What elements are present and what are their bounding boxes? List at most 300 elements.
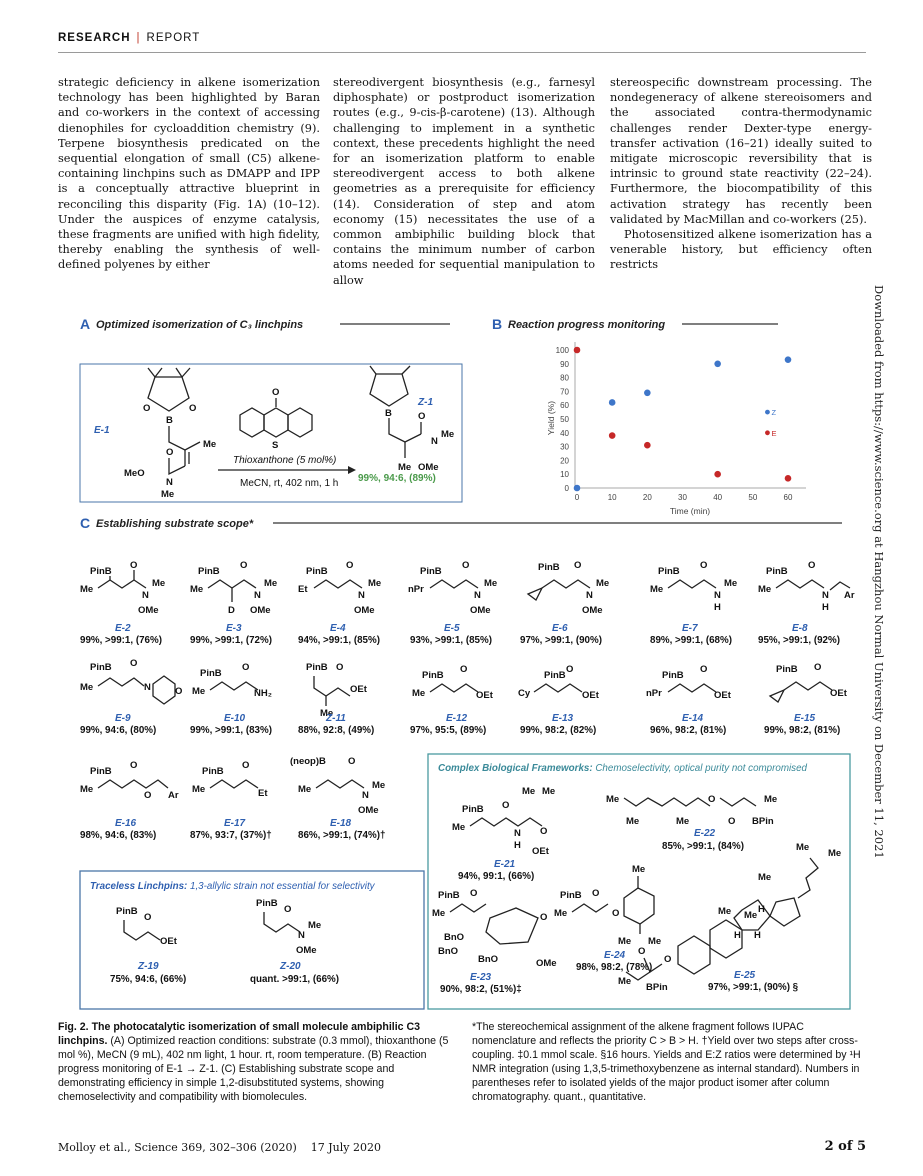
atom-label: N <box>166 477 173 488</box>
compound-e10 <box>192 662 272 699</box>
series-z-annotation: Z <box>771 408 777 418</box>
header-divider: | <box>136 32 141 44</box>
compound-data: 96%, 98:2, (81%) <box>650 725 727 736</box>
atom-label: O <box>240 560 248 571</box>
compound-data: 86%, >99:1, (74%)† <box>298 830 386 841</box>
caption-text-b: (B) Reaction progress monitoring of E-1 → Z-1. <box>58 1049 427 1075</box>
paragraph: stereodivergent biosynthesis (e.g., farnesyl diphosphate) or postproduct isomerization routes (e.g., 9-cis-β-carotene) (13). Although challenging to implement in a synthetic context, these precedents highlight the need for an isomerization platform to enable stereodivergent access to both alkene geometries as a prerequisite for efficiency (14). Consideration of step and atom economy (15) necessitates the use of a common ambiphilic building block that contains the minimum number of carbon atoms needed for sequential manipulation to allow <box>333 76 595 287</box>
x-tick-label: 50 <box>748 493 758 502</box>
paragraph: Photosensitized alkene isomerization has a venerable history, but efficiency often restricts <box>610 228 872 272</box>
atom-label: O <box>540 912 548 923</box>
atom-label: PinB <box>462 804 484 815</box>
panel-c-title: Establishing substrate scope* <box>96 518 254 530</box>
panel-c-letter: C <box>80 515 91 531</box>
download-watermark: Downloaded from https://www.science.org at Hangzhou Normal University on December 11, 2021 <box>872 285 886 859</box>
atom-label: Me <box>441 429 455 440</box>
compound-id: E-6 <box>552 623 568 634</box>
complex-title <box>438 763 808 774</box>
atom-label: O <box>166 447 174 458</box>
atom-label: N <box>362 790 369 801</box>
atom-label: O <box>144 790 152 801</box>
compound-data: 94%, >99:1, (85%) <box>298 635 380 646</box>
body-column-1 <box>58 75 320 273</box>
compound-id: E-2 <box>115 623 131 634</box>
atom-label: N <box>144 682 151 693</box>
atom-label: O <box>700 560 708 571</box>
atom-label: Me <box>828 848 842 859</box>
atom-label: O <box>664 954 672 965</box>
panel-a-letter: A <box>80 316 91 332</box>
atom-label: PinB <box>306 662 328 673</box>
atom-label: (neop)B <box>290 756 326 767</box>
atom-label: OEt <box>476 690 493 701</box>
atom-label: O <box>708 794 716 805</box>
atom-label: H <box>714 602 721 613</box>
compound-e15 <box>770 662 848 702</box>
compound-e4 <box>298 560 381 616</box>
compound-e23 <box>432 888 557 969</box>
compound-e12 <box>412 664 494 701</box>
section-label: RESEARCH <box>58 32 131 44</box>
publication-date: 17 July 2020 <box>310 1141 381 1154</box>
atom-label: N <box>586 590 593 601</box>
compound-e2 <box>80 560 165 616</box>
compound-data: 98%, 94:6, (83%) <box>80 830 157 841</box>
atom-label: N <box>298 930 305 941</box>
atom-label: O <box>462 560 470 571</box>
compound-data: 99%, >99:1, (83%) <box>190 725 272 736</box>
atom-label: OMe <box>138 605 159 616</box>
atom-label: PinB <box>202 766 224 777</box>
y-tick-label: 60 <box>560 401 569 411</box>
atom-label: N <box>714 590 721 601</box>
atom-label: O <box>808 560 816 571</box>
product-z1 <box>370 366 454 473</box>
compound-id: E-16 <box>115 818 137 829</box>
atom-label: N <box>822 590 829 601</box>
atom-label: O <box>284 904 292 915</box>
compound-e13 <box>518 664 600 701</box>
x-tick-label: 0 <box>574 493 580 502</box>
atom-label: PinB <box>560 890 582 901</box>
caption-fig-label: Fig. 2. <box>58 1021 89 1033</box>
atom-label: N <box>254 590 261 601</box>
atom-label: PinB <box>662 670 684 681</box>
running-header <box>58 32 200 44</box>
compound-e14 <box>646 664 732 701</box>
atom-label: N <box>514 828 521 839</box>
compound-id: E-12 <box>446 713 468 724</box>
atom-label: OMe <box>296 945 317 956</box>
data-point-e <box>574 347 581 354</box>
atom-label: OMe <box>418 462 439 473</box>
atom-label: O <box>348 756 356 767</box>
compound-e6 <box>528 560 609 616</box>
article-type: REPORT <box>146 32 201 44</box>
atom-label: Me <box>764 794 778 805</box>
compound-id: E-18 <box>330 818 352 829</box>
compound-data: 98%, 98:2, (78%) <box>576 962 653 973</box>
compound-e17 <box>192 760 268 799</box>
page-number: 2 of 5 <box>824 1139 866 1154</box>
atom-label: H <box>758 904 765 915</box>
atom-label: OMe <box>358 805 379 816</box>
atom-label: Me <box>542 786 556 797</box>
atom-label: Me <box>80 682 94 693</box>
data-point-e <box>785 475 792 482</box>
atom-label: N <box>358 590 365 601</box>
compound-e21 <box>452 786 555 857</box>
atom-label: PinB <box>438 890 460 901</box>
atom-label: MeO <box>124 468 145 479</box>
compound-data: 87%, 93:7, (37%)† <box>190 830 272 841</box>
atom-label: Cy <box>518 688 531 699</box>
atom-label: S <box>272 440 279 451</box>
atom-label: O <box>566 664 574 675</box>
y-tick-label: 40 <box>560 428 569 438</box>
paragraph: strategic deficiency in alkene isomerization technology has been highlighted by Baran and co-workers in the context of accessing dienophiles for cycloaddition chemistry (9). Terpene biosynthesis predicated on the sequential elongation of small (C5) alkene-containing linchpins such as DMAPP and IPP is a conceptually attractive blueprint in reconciling this disparity (Fig. 1A) (10–12). Under the auspices of enzyme catalysis, these fragments are unified with high fidelity, thereby enabling the synthesis of well-defined polyenes by either <box>58 76 320 272</box>
atom-label: O <box>502 800 510 811</box>
atom-label: O <box>175 686 183 697</box>
compound-data: 93%, >99:1, (85%) <box>410 635 492 646</box>
compound-id: E-8 <box>792 623 808 634</box>
thioxanthone-structure <box>240 387 312 451</box>
atom-label: Me <box>398 462 412 473</box>
compound-data: 99%, >99:1, (76%) <box>80 635 162 646</box>
compound-e3 <box>190 560 277 616</box>
atom-label: OMe <box>470 605 491 616</box>
reactant-label: E-1 <box>94 425 110 436</box>
product-label: Z-1 <box>418 397 433 408</box>
atom-label: H <box>514 840 521 851</box>
atom-label: H <box>822 602 829 613</box>
conditions-label: MeCN, rt, 402 nm, 1 h <box>240 478 339 489</box>
complex-heading: Complex Biological Frameworks: <box>438 763 593 774</box>
atom-label: OEt <box>582 690 599 701</box>
compound-e24 <box>554 864 661 947</box>
atom-label: O <box>574 560 582 571</box>
caption-text-a: (A) Optimized reaction conditions: substrate (0.3 mmol), thioxanthone (5 mol %), MeCN (9 mL), 402 nm light, 1 hour. rt, room temperature. <box>58 1035 449 1061</box>
atom-label: Me <box>724 578 738 589</box>
traceless-heading: Traceless Linchpins: <box>90 881 188 892</box>
compound-data: 85%, >99:1, (84%) <box>662 841 744 852</box>
atom-label: Me <box>152 578 166 589</box>
compound-data: 89%, >99:1, (68%) <box>650 635 732 646</box>
atom-label: O <box>728 816 736 827</box>
atom-label: Me <box>606 794 620 805</box>
data-point-z <box>714 361 721 368</box>
atom-label: O <box>418 411 426 422</box>
data-point-e <box>609 432 616 439</box>
compound-data: 94%, 99:1, (66%) <box>458 871 535 882</box>
traceless-title <box>90 881 376 892</box>
atom-label: Me <box>758 872 772 883</box>
compound-e5 <box>408 560 497 616</box>
y-tick-label: 30 <box>560 442 569 452</box>
catalyst-label: Thioxanthone (5 mol%) <box>233 455 337 466</box>
complex-note: Chemoselectivity, optical purity not compromised <box>592 763 807 774</box>
atom-label: Me <box>554 908 568 919</box>
figure-caption <box>58 1020 453 1104</box>
atom-label: Me <box>596 578 610 589</box>
atom-label: Me <box>618 976 632 987</box>
atom-label: BnO <box>444 932 465 943</box>
compound-data: 88%, 92:8, (49%) <box>298 725 375 736</box>
atom-label: Me <box>758 584 772 595</box>
caption-notes: *The stereochemical assignment of the alkene fragment follows IUPAC nomenclature and reflects the priority C > B > H. †Yield over two steps after cross-coupling. ‡0.1 mmol scale. §16 hours. Yields and E:Z ratios were determined by ¹H NMR integration (using 1,3,5-trimethoxybenzene as internal standard). Numbers in parentheses refer to isolated yields of the major product isomer after column chromatography. quant., quantitative. <box>472 1021 861 1103</box>
atom-label: PinB <box>90 566 112 577</box>
y-tick-label: 90 <box>560 359 569 369</box>
atom-label: PinB <box>538 562 560 573</box>
x-tick-label: 40 <box>713 493 723 502</box>
compound-data: 99%, 98:2, (82%) <box>520 725 597 736</box>
atom-label: OMe <box>250 605 271 616</box>
atom-label: nPr <box>646 688 662 699</box>
compound-id: E-17 <box>224 818 246 829</box>
atom-label: Et <box>258 788 268 799</box>
compound-id: Z-20 <box>280 961 301 972</box>
body-column-2 <box>333 75 595 288</box>
compound-id: E-15 <box>794 713 816 724</box>
compound-z20 <box>256 898 321 956</box>
atom-label: Me <box>372 780 386 791</box>
compound-e18 <box>290 756 385 816</box>
compound-e8 <box>758 560 855 613</box>
atom-label: O <box>130 658 138 669</box>
citation-text: Molloy et al., Science 369, 302–306 (2020) <box>58 1141 297 1154</box>
atom-label: PinB <box>544 670 566 681</box>
compound-id: E-23 <box>470 972 492 983</box>
footer-citation <box>58 1141 381 1154</box>
data-point-z <box>785 356 792 363</box>
compound-id: E-4 <box>330 623 346 634</box>
atom-label: B <box>385 408 392 419</box>
atom-label: Me <box>618 936 632 947</box>
compound-id: E-10 <box>224 713 246 724</box>
atom-label: BnO <box>478 954 499 965</box>
compound-e25 <box>618 842 841 993</box>
compound-id: E-9 <box>115 713 131 724</box>
compound-id: Z-19 <box>138 961 159 972</box>
figure-2 <box>58 298 866 1010</box>
atom-label: Et <box>298 584 308 595</box>
compound-e16 <box>80 760 179 801</box>
atom-label: Me <box>192 686 206 697</box>
atom-label: Me <box>320 708 334 719</box>
y-tick-label: 10 <box>560 470 569 480</box>
atom-label: O <box>460 664 468 675</box>
arrow-head <box>348 466 356 474</box>
paragraph: stereospecific downstream processing. The nondegeneracy of alkene stereoisomers and the associated contra-thermodynamic challenges render Dexter-type energy-transfer activation (16–21) ideally suited to mitigate microscopic reversibility that is intrinsic to ground state reactivity (22–24). Furthermore, the biocompatibility of this activation strategy has recently been validated by MacMillan and co-workers (25). <box>610 76 872 226</box>
atom-label: PinB <box>200 668 222 679</box>
atom-label: Me <box>161 489 175 500</box>
compound-data: 99%, >99:1, (72%) <box>190 635 272 646</box>
series-e-annotation: E <box>771 428 777 438</box>
atom-label: O <box>143 403 151 414</box>
progress-chart <box>546 342 806 516</box>
compound-data: 90%, 98:2, (51%)‡ <box>440 984 522 995</box>
data-point-z <box>644 389 651 396</box>
compound-id: E-5 <box>444 623 460 634</box>
atom-label: OMe <box>354 605 375 616</box>
compound-data: 99%, 98:2, (81%) <box>764 725 841 736</box>
atom-label: D <box>228 605 235 616</box>
result-label: 99%, 94:6, (89%) <box>358 473 436 484</box>
compound-z11 <box>306 662 368 719</box>
atom-label: OEt <box>830 688 847 699</box>
atom-label: Me <box>80 784 94 795</box>
atom-label: Me <box>432 908 446 919</box>
atom-label: PinB <box>90 662 112 673</box>
atom-label: O <box>540 826 548 837</box>
compound-id: E-7 <box>682 623 698 634</box>
atom-label: O <box>336 662 344 673</box>
atom-label: PinB <box>776 664 798 675</box>
atom-label: O <box>189 403 197 414</box>
atom-label: PinB <box>766 566 788 577</box>
atom-label: Ar <box>168 790 179 801</box>
atom-label: Me <box>650 584 664 595</box>
atom-label: PinB <box>256 898 278 909</box>
atom-label: O <box>144 912 152 923</box>
atom-label: OMe <box>536 958 557 969</box>
compound-id: E-25 <box>734 970 756 981</box>
atom-label: Me <box>796 842 810 853</box>
x-tick-label: 30 <box>678 493 687 502</box>
atom-label: Me <box>648 936 662 947</box>
atom-label: O <box>700 664 708 675</box>
atom-label: N <box>431 436 438 447</box>
y-axis-label: Yield (%) <box>546 400 556 436</box>
atom-label: O <box>638 946 646 957</box>
atom-label: O <box>130 760 138 771</box>
caption-text-c: (C) Establishing substrate scope and demonstrating efficiency in simple 1,2-disubstituted systems, showing chemoselectivity and compatibility with biomolecules. <box>58 1063 395 1103</box>
compound-e9 <box>80 658 182 704</box>
atom-label: OEt <box>160 936 177 947</box>
atom-label: O <box>242 662 250 673</box>
atom-label: O <box>612 908 620 919</box>
atom-label: PinB <box>422 670 444 681</box>
atom-label: OEt <box>714 690 731 701</box>
atom-label: H <box>734 930 741 941</box>
compound-data: 95%, >99:1, (92%) <box>758 635 840 646</box>
atom-label: Me <box>452 822 466 833</box>
atom-label: B <box>166 415 173 426</box>
y-tick-label: 50 <box>560 415 569 424</box>
atom-label: Me <box>203 439 217 450</box>
reactant-e1 <box>124 368 216 500</box>
atom-label: BPin <box>752 816 774 827</box>
atom-label: Me <box>308 920 322 931</box>
annotation-marker-z <box>765 410 770 415</box>
x-tick-label: 10 <box>607 493 617 502</box>
panel-b-letter: B <box>492 316 503 332</box>
atom-label: Ar <box>844 590 855 601</box>
atom-label: PinB <box>306 566 328 577</box>
atom-label: BnO <box>438 946 459 957</box>
atom-label: O <box>346 560 354 571</box>
atom-label: Me <box>298 784 312 795</box>
atom-label: Me <box>412 688 426 699</box>
atom-label: OEt <box>532 846 549 857</box>
y-tick-label: 20 <box>560 456 569 466</box>
atom-label: O <box>130 560 138 571</box>
atom-label: Me <box>718 906 732 917</box>
atom-label: O <box>592 888 600 899</box>
compound-id: E-21 <box>494 859 516 870</box>
x-tick-label: 60 <box>783 493 793 502</box>
compound-z19 <box>116 906 178 947</box>
atom-label: OEt <box>350 684 367 695</box>
compound-id: Z-11 <box>326 713 346 724</box>
atom-label: N <box>474 590 481 601</box>
atom-label: Me <box>192 784 206 795</box>
atom-label: PinB <box>658 566 680 577</box>
atom-label: N <box>142 590 149 601</box>
compound-data: 97%, >99:1, (90%) <box>520 635 602 646</box>
atom-label: PinB <box>420 566 442 577</box>
atom-label: BPin <box>646 982 668 993</box>
atom-label: O <box>470 888 478 899</box>
compound-id: E-14 <box>682 713 704 724</box>
panel-a-title: Optimized isomerization of C₃ linchpins <box>96 319 304 331</box>
atom-label: Me <box>676 816 690 827</box>
compound-id: E-22 <box>694 828 716 839</box>
atom-label: O <box>242 760 250 771</box>
x-tick-label: 20 <box>642 493 652 502</box>
atom-label: PinB <box>116 906 138 917</box>
compound-e22 <box>606 794 777 827</box>
compound-e7 <box>650 560 737 613</box>
compound-data: quant. >99:1, (66%) <box>250 974 340 985</box>
atom-label: NH₂ <box>254 688 272 699</box>
annotation-marker-e <box>765 430 770 435</box>
x-axis-label: Time (min) <box>669 506 711 516</box>
data-point-z <box>574 485 581 492</box>
atom-label: Me <box>80 584 94 595</box>
atom-label: Me <box>190 584 204 595</box>
atom-label: OMe <box>582 605 603 616</box>
y-tick-label: 100 <box>555 346 569 355</box>
compound-id: E-24 <box>604 950 626 961</box>
atom-label: Me <box>626 816 640 827</box>
compound-id: E-13 <box>552 713 574 724</box>
atom-label: Me <box>264 578 278 589</box>
compound-data: 99%, 94:6, (80%) <box>80 725 157 736</box>
compound-data: 75%, 94:6, (66%) <box>110 974 187 985</box>
compound-data: 97%, >99:1, (90%) § <box>708 982 799 993</box>
compound-id: E-3 <box>226 623 242 634</box>
atom-label: Me <box>368 578 382 589</box>
caption-title: The photocatalytic isomerization of small molecule ambiphilic C3 linchpins. <box>58 1021 421 1047</box>
atom-label: O <box>814 662 822 673</box>
data-point-e <box>644 442 651 449</box>
atom-label: Me <box>522 786 536 797</box>
atom-label: O <box>272 387 280 398</box>
body-column-3 <box>610 75 872 273</box>
atom-label: PinB <box>90 766 112 777</box>
atom-label: PinB <box>198 566 220 577</box>
atom-label: nPr <box>408 584 424 595</box>
atom-label: Me <box>484 578 498 589</box>
header-rule <box>58 52 866 53</box>
y-tick-label: 80 <box>560 373 569 383</box>
y-tick-label: 0 <box>564 484 569 493</box>
compound-data: 97%, 95:5, (89%) <box>410 725 487 736</box>
atom-label: H <box>754 930 761 941</box>
data-point-e <box>714 471 721 478</box>
traceless-note: 1,3-allylic strain not essential for selectivity <box>187 881 375 892</box>
